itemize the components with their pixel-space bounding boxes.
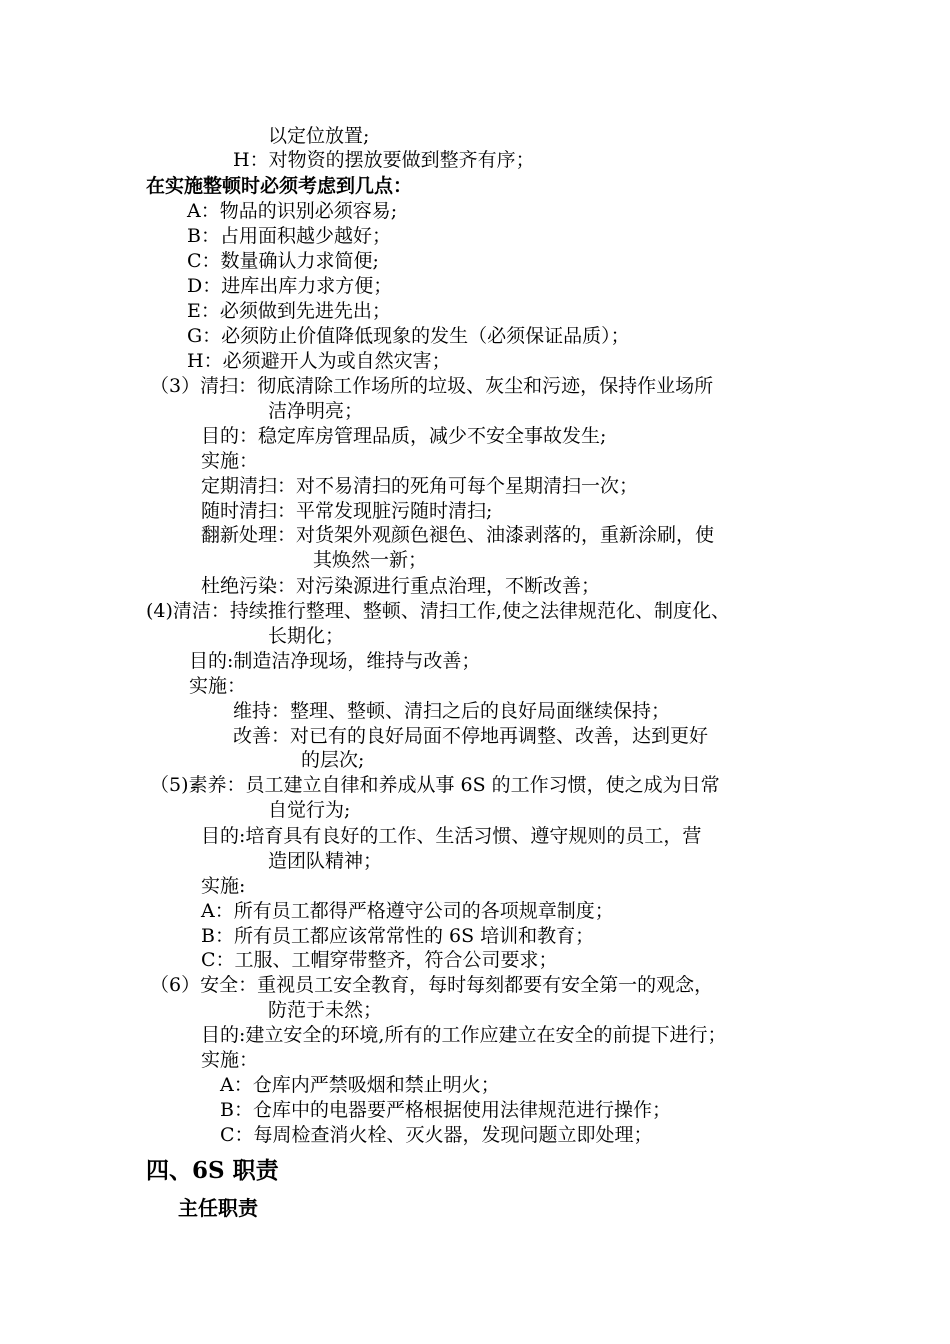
list-item: A：物品的识别必须容易; — [187, 200, 398, 222]
section-heading: 四、6S 职责 — [146, 1157, 279, 1184]
text-line: H：对物资的摆放要做到整齐有序； — [233, 149, 535, 171]
list-item: B：所有员工都应该常常性的 6S 培训和教育； — [201, 925, 595, 947]
text-line: （5)素养：员工建立自律和养成从事 6S 的工作习惯，使之成为日常 — [150, 774, 720, 796]
text-line: 长期化； — [268, 625, 345, 647]
text-line: 目的:培育具有良好的工作、生活习惯、遵守规则的员工，营 — [201, 825, 702, 847]
text-line: 定期清扫：对不易清扫的死角可每个星期清扫一次； — [201, 475, 639, 497]
list-item: H：必须避开人为或自然灾害； — [187, 350, 451, 372]
text-line: 实施： — [189, 675, 247, 697]
text-line: (4)清洁：持续推行整理、整顿、清扫工作,使之法律规范化、制度化、 — [146, 600, 730, 622]
text-line: 以定位放置; — [268, 125, 370, 147]
subsection-heading: 主任职责 — [178, 1196, 258, 1220]
list-item: C：工服、工帽穿带整齐，符合公司要求； — [201, 949, 558, 971]
text-line: 实施: — [201, 875, 246, 897]
list-item: G：必须防止价值降低现象的发生（必须保证品质）； — [187, 325, 630, 347]
text-line: 其焕然一新； — [313, 549, 428, 571]
text-line: 维持：整理、整顿、清扫之后的良好局面继续保持； — [233, 700, 671, 722]
text-line: 杜绝污染：对污染源进行重点治理，不断改善； — [201, 575, 601, 597]
text-line: 目的：稳定库房管理品质，减少不安全事故发生; — [201, 425, 607, 447]
text-line: 防范于未然； — [268, 999, 383, 1021]
list-item: B：占用面积越少越好； — [187, 225, 391, 247]
list-item: D：进库出库力求方便； — [187, 275, 393, 297]
list-item: C：数量确认力求简便; — [187, 250, 379, 272]
list-item: E：必须做到先进先出； — [187, 300, 391, 322]
text-line: 实施： — [201, 450, 259, 472]
text-line: 随时清扫：平常发现脏污随时清扫; — [201, 500, 493, 522]
text-line: 翻新处理：对货架外观颜色褪色、油漆剥落的，重新涂刷，使 — [201, 524, 715, 546]
text-line: 实施： — [201, 1049, 259, 1071]
text-line: 造团队精神； — [268, 850, 383, 872]
text-line: 自觉行为; — [268, 799, 351, 821]
list-item: C：每周检查消火栓、灭火器，发现问题立即处理； — [220, 1124, 653, 1146]
text-line: 目的:制造洁净现场，维持与改善； — [189, 650, 481, 672]
text-line: 洁净明亮； — [268, 400, 364, 422]
text-line: 目的:建立安全的环境,所有的工作应建立在安全的前提下进行； — [201, 1024, 727, 1046]
list-item: A：仓库内严禁吸烟和禁止明火； — [220, 1074, 500, 1096]
text-line: （3）清扫：彻底清除工作场所的垃圾、灰尘和污迹，保持作业场所 — [150, 375, 714, 397]
text-line: 的层次; — [301, 749, 365, 771]
list-item: B：仓库中的电器要严格根据使用法律规范进行操作； — [220, 1099, 671, 1121]
list-item: A：所有员工都得严格遵守公司的各项规章制度； — [201, 900, 614, 922]
text-line: （6）安全：重视员工安全教育，每时每刻都要有安全第一的观念， — [150, 974, 714, 996]
subheading-line: 在实施整顿时必须考虑到几点： — [146, 175, 413, 197]
text-line: 改善：对已有的良好局面不停地再调整、改善，达到更好 — [233, 725, 709, 747]
